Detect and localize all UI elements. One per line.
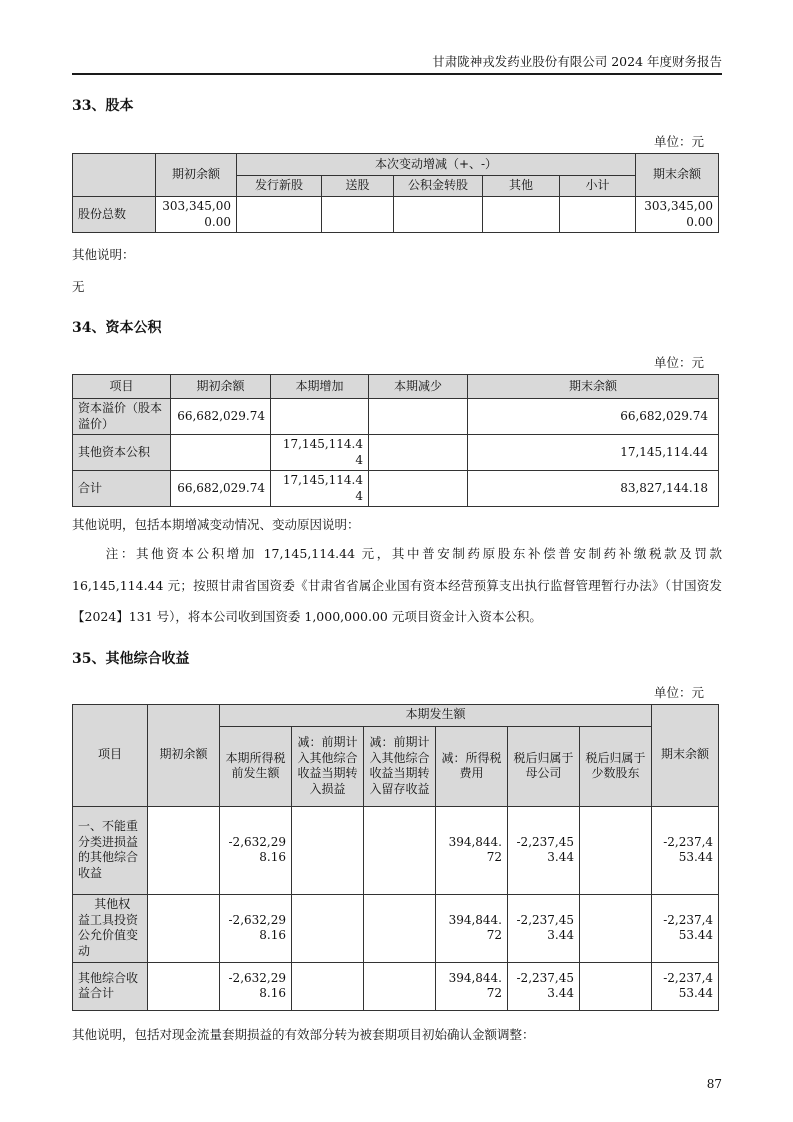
other-note-label-35: 其他说明，包括对现金流量套期损益的有效部分转为被套期项目初始确认金额调整： xyxy=(72,1026,535,1042)
cell-decrease xyxy=(369,435,468,471)
other-note-value-33: 无 xyxy=(72,279,85,294)
cell-transfer-re xyxy=(364,894,436,962)
table-row xyxy=(73,399,719,435)
table-row xyxy=(73,197,719,233)
section-34-title: 34、资本公积 xyxy=(72,320,162,336)
cell-ending: -2,237,453.44 xyxy=(652,894,719,962)
cell-initial xyxy=(148,806,220,894)
cell-initial: 303,345,000.00 xyxy=(156,197,237,233)
th-transfer-to-pl: 减：前期计入其他综合收益当期转入损益 xyxy=(292,726,364,806)
cell-pretax: -2,632,298.16 xyxy=(220,806,292,894)
report-title: 甘肃陇神戎发药业股份有限公司 2024 年度财务报告 xyxy=(432,54,722,69)
th-item: 项目 xyxy=(73,375,171,399)
cell-ending: -2,237,453.44 xyxy=(652,962,719,1010)
th-pretax-amount: 本期所得税前发生额 xyxy=(220,726,292,806)
cell-ending: 303,345,000.00 xyxy=(636,197,719,233)
table-row xyxy=(73,894,719,962)
cell-minority xyxy=(580,806,652,894)
page-header xyxy=(72,54,722,75)
cell-ending: 17,145,114.44 xyxy=(468,435,719,471)
cell-transfer-pl xyxy=(292,894,364,962)
th-change-group: 本次变动增减（+、-） xyxy=(237,154,636,176)
cell-initial xyxy=(148,894,220,962)
unit-label-33: 单位：元 xyxy=(653,134,704,149)
th-decrease: 本期减少 xyxy=(369,375,468,399)
cell-initial: 66,682,029.74 xyxy=(171,399,271,435)
cell-transfer-pl xyxy=(292,962,364,1010)
row-label: 其他综合收益合计 xyxy=(73,962,148,1010)
section-33-title: 33、股本 xyxy=(72,98,134,114)
page-number: 87 xyxy=(706,1076,722,1091)
row-label: 合计 xyxy=(73,471,171,507)
cell-minority xyxy=(580,962,652,1010)
capital-reserve-table xyxy=(72,374,719,507)
row-label: 资本溢价（股本溢价） xyxy=(73,399,171,435)
th-increase: 本期增加 xyxy=(271,375,369,399)
cell-parent: -2,237,453.44 xyxy=(508,806,580,894)
other-comprehensive-income-table xyxy=(72,704,719,1011)
cell-transfer-re xyxy=(364,806,436,894)
th-subtotal: 小计 xyxy=(560,176,636,197)
cell-pretax: -2,632,298.16 xyxy=(220,894,292,962)
other-note-label-33: 其他说明： xyxy=(72,247,135,262)
th-item: 项目 xyxy=(73,704,148,806)
capital-reserve-note-paragraph: 注：其他资本公积增加 17,145,114.44 元，其中普安制药原股东补偿普安制药补缴税款及罚款 16,145,114.44 元；按照甘肃省国资委《甘肃省省属企业国有资本经营预算支出执行监督管理暂行办法》（甘国资发【2024】131 号），将本公司收到国资委 1,000,000.00 元项目资金计入资本公积。 xyxy=(72,546,722,624)
cell-tax: 394,844.72 xyxy=(436,894,508,962)
row-label: 其他资本公积 xyxy=(73,435,171,471)
unit-label-34: 单位：元 xyxy=(653,355,704,370)
row-label: 一、不能重分类进损益的其他综合收益 xyxy=(73,806,148,894)
cell-subtotal xyxy=(560,197,636,233)
table-row xyxy=(73,962,719,1010)
row-label: 股份总数 xyxy=(73,197,156,233)
cell-increase: 17,145,114.44 xyxy=(271,435,369,471)
cell-reserve-conversion xyxy=(394,197,483,233)
table-row xyxy=(73,435,719,471)
cell-parent: -2,237,453.44 xyxy=(508,962,580,1010)
th-other: 其他 xyxy=(483,176,560,197)
table-row xyxy=(73,806,719,894)
cell-initial: 66,682,029.74 xyxy=(171,471,271,507)
th-initial-balance: 期初余额 xyxy=(148,704,220,806)
row-label: 其他权益工具投资公允价值变动 xyxy=(73,894,148,962)
cell-bonus-shares xyxy=(322,197,394,233)
cell-new-shares xyxy=(237,197,322,233)
cell-increase xyxy=(271,399,369,435)
cell-increase: 17,145,114.44 xyxy=(271,471,369,507)
share-capital-table xyxy=(72,153,719,233)
cell-pretax: -2,632,298.16 xyxy=(220,962,292,1010)
th-ending-balance: 期末余额 xyxy=(636,154,719,197)
th-ending-balance: 期末余额 xyxy=(652,704,719,806)
cell-other xyxy=(483,197,560,233)
cell-tax: 394,844.72 xyxy=(436,962,508,1010)
cell-parent: -2,237,453.44 xyxy=(508,894,580,962)
th-ending-balance: 期末余额 xyxy=(468,375,719,399)
th-blank xyxy=(73,154,156,197)
cell-transfer-pl xyxy=(292,806,364,894)
cell-ending: 83,827,144.18 xyxy=(468,471,719,507)
th-attributable-minority: 税后归属于少数股东 xyxy=(580,726,652,806)
cell-initial xyxy=(171,435,271,471)
cell-initial xyxy=(148,962,220,1010)
cell-decrease xyxy=(369,471,468,507)
th-current-period-group: 本期发生额 xyxy=(220,704,652,726)
th-new-shares: 发行新股 xyxy=(237,176,322,197)
cell-minority xyxy=(580,894,652,962)
th-transfer-to-retained-earnings: 减：前期计入其他综合收益当期转入留存收益 xyxy=(364,726,436,806)
cell-tax: 394,844.72 xyxy=(436,806,508,894)
cell-ending: -2,237,453.44 xyxy=(652,806,719,894)
cell-ending: 66,682,029.74 xyxy=(468,399,719,435)
th-bonus-shares: 送股 xyxy=(322,176,394,197)
th-income-tax: 减：所得税费用 xyxy=(436,726,508,806)
th-reserve-conversion: 公积金转股 xyxy=(394,176,483,197)
other-note-label-34: 其他说明，包括本期增减变动情况、变动原因说明： xyxy=(72,517,360,532)
cell-decrease xyxy=(369,399,468,435)
unit-label-35: 单位：元 xyxy=(653,684,704,700)
th-initial-balance: 期初余额 xyxy=(156,154,237,197)
table-row xyxy=(73,471,719,507)
section-35-title: 35、其他综合收益 xyxy=(72,650,190,667)
cell-transfer-re xyxy=(364,962,436,1010)
th-initial-balance: 期初余额 xyxy=(171,375,271,399)
th-attributable-parent: 税后归属于母公司 xyxy=(508,726,580,806)
